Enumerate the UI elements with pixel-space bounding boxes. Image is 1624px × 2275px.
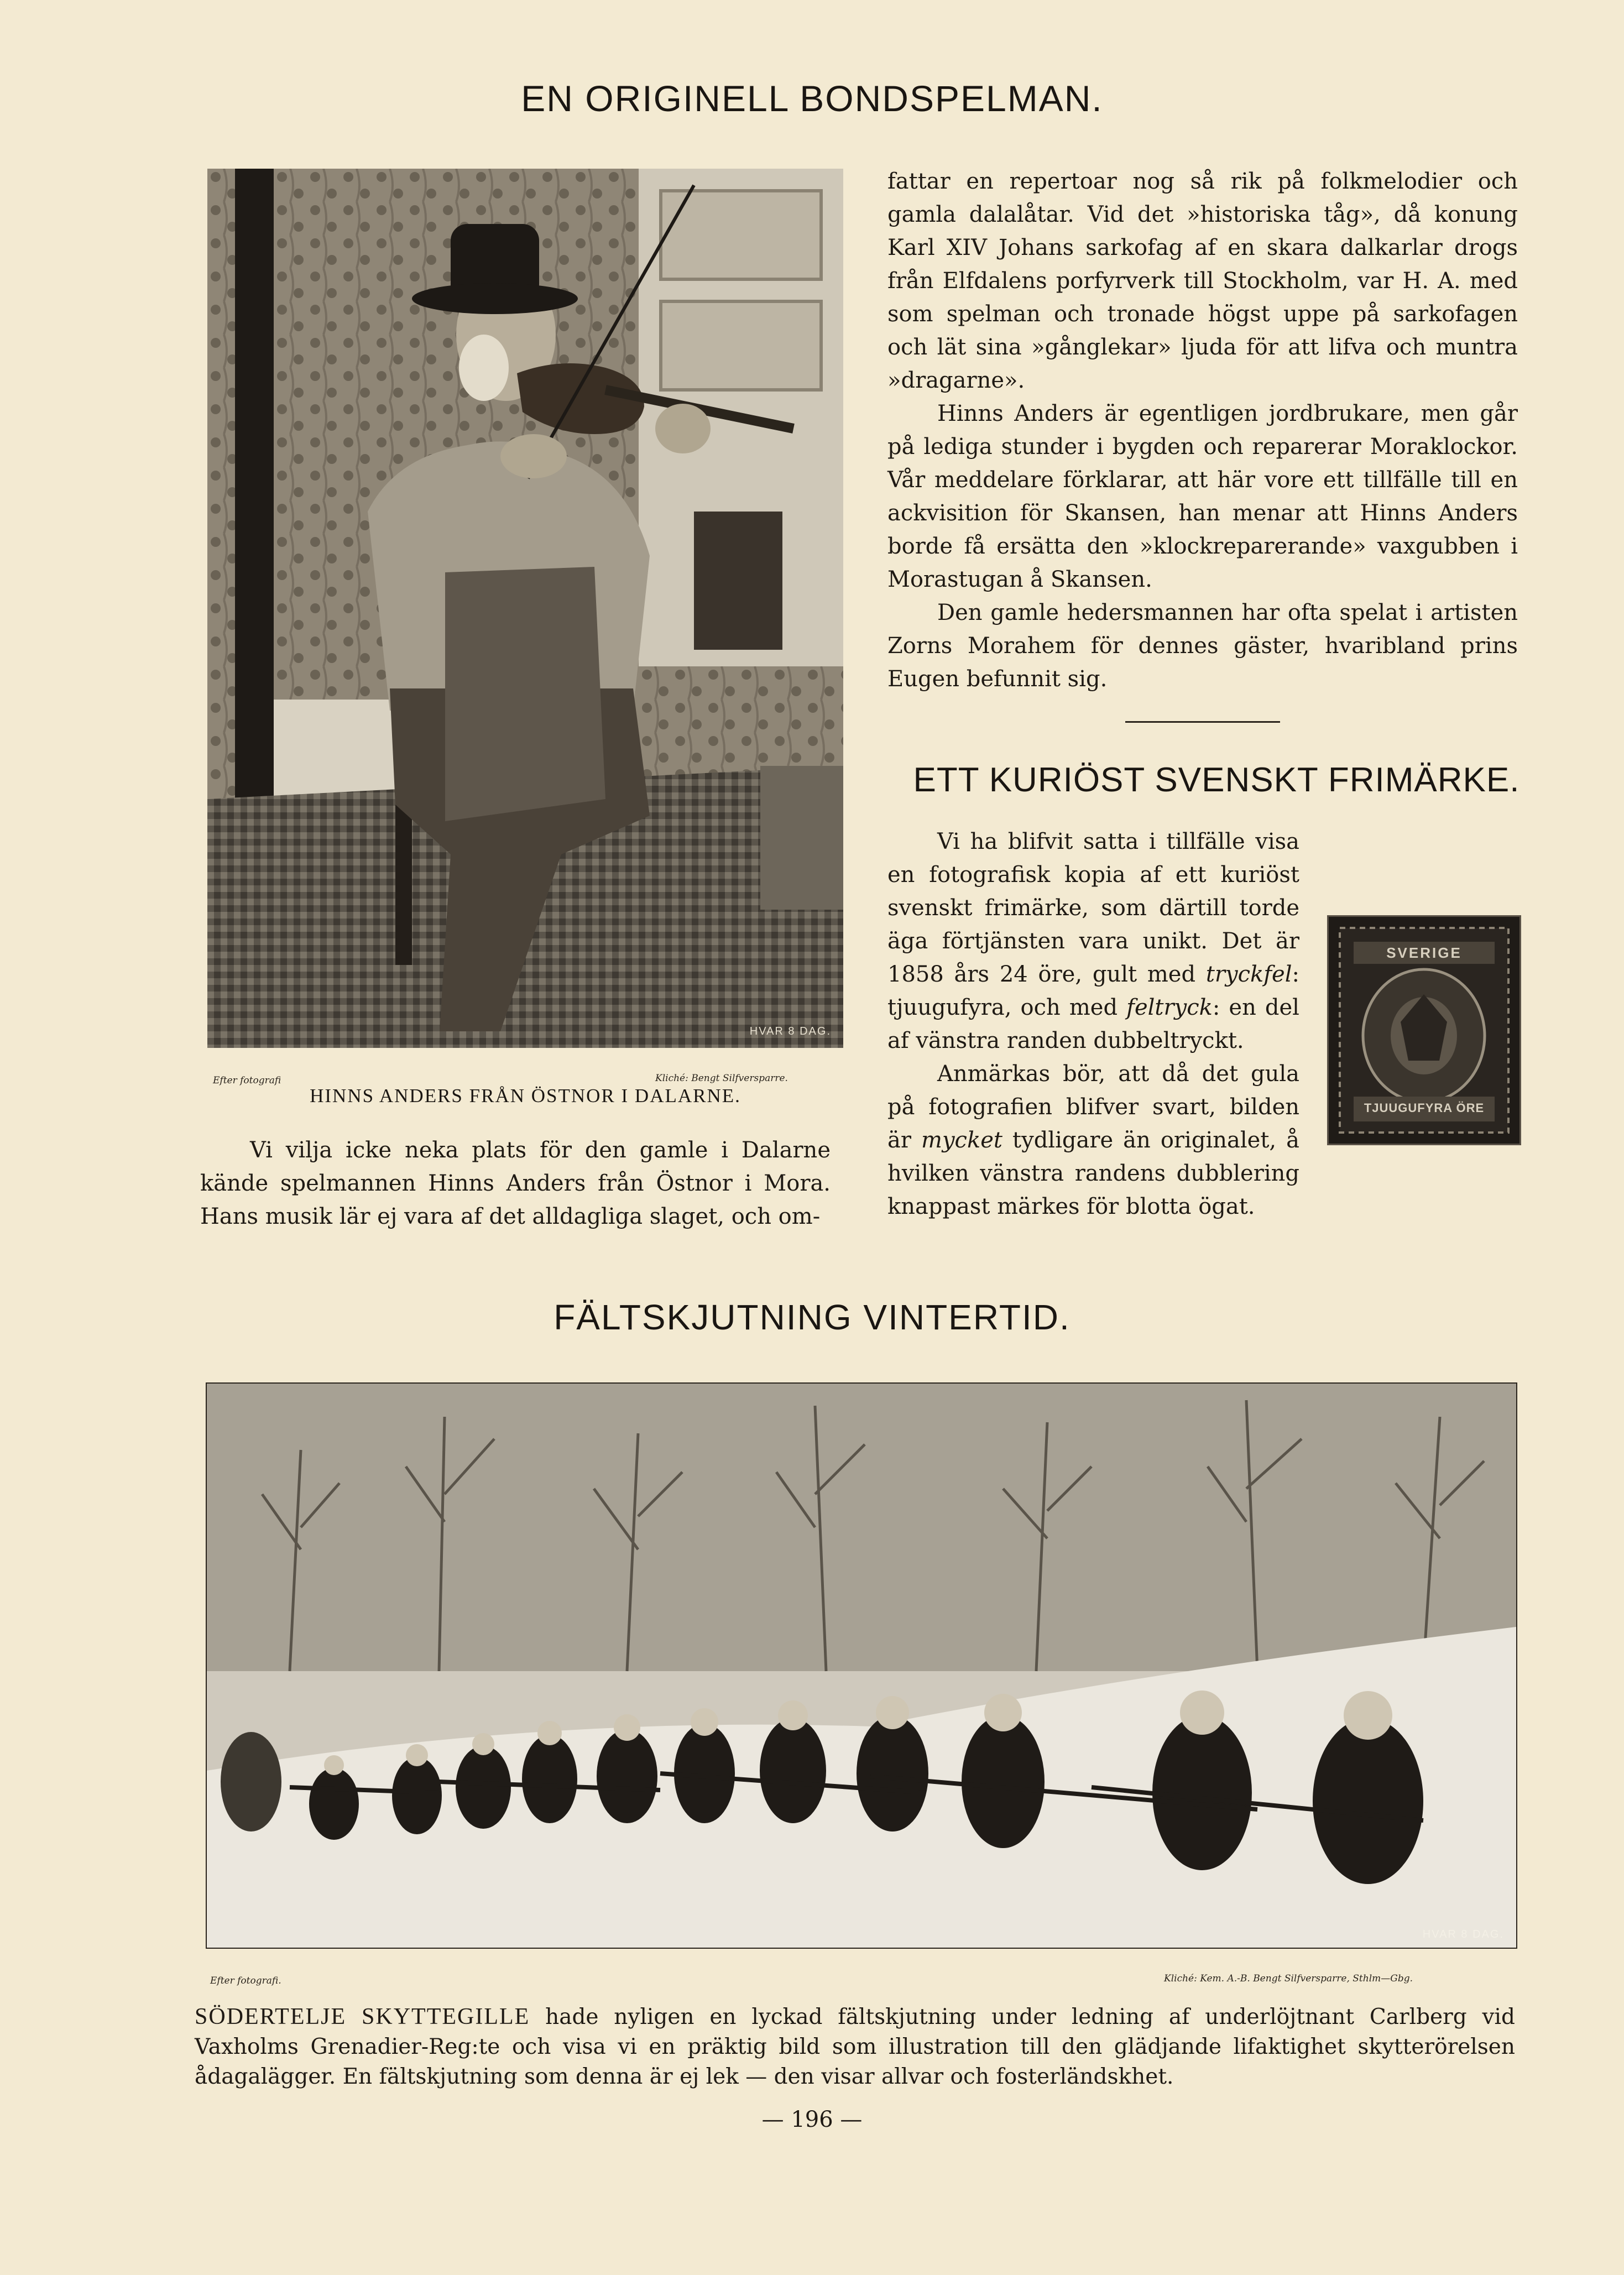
article2-p1-text-c: : en del af vänstra randen dubbeltryckt. <box>887 995 1299 1053</box>
fiddler-photo <box>207 169 843 1048</box>
page-number: — 196 — <box>761 2107 863 2132</box>
article3-body: hade nyligen en lyckad fältskjutning under ledning af underlöjtnant Carlberg vid Vaxholms Grenadier-Reg:te och visa vi en präktig bild som illustration till den glädjande lifaktighet skytterörelsen ådagalägger. En fältskjutning som denna är ej lek — den visar allvar och fosterländskhet. <box>195 2005 1515 2089</box>
winter-credit-right: Kliché: Kem. A.-B. Bengt Silfversparre, Sthlm—Gbg. <box>1164 1973 1413 1984</box>
photo-watermark: HVAR 8 DAG. <box>749 1025 831 1037</box>
photo-credit-right: Kliché: Bengt Silfversparre. <box>655 1073 788 1084</box>
article2-mycket: mycket <box>921 1128 1002 1153</box>
article2-text-narrow <box>887 825 1299 1057</box>
winter-credit-left: Efter fotografi. <box>210 1975 281 1986</box>
photo-caption-hinns-anders: HINNS ANDERS FRÅN ÖSTNOR I DALARNE. <box>310 1085 741 1107</box>
article-title-faltskjutning: FÄLTSKJUTNING VINTERTID. <box>553 1297 1071 1337</box>
winter-photo-illustration <box>207 1384 1516 1948</box>
article1-left-paragraph: Vi vilja icke neka plats för den gamle i Dalarne kände spelmannen Hinns Anders från Östnor i Mora. Hans musik lär ej vara af det alldagliga slaget, och om- <box>200 1138 831 1229</box>
section-divider <box>1125 721 1280 723</box>
article2-text-wide <box>887 1057 1518 1223</box>
article2-paragraph-1 <box>887 825 1299 1057</box>
article2-p1-text: Vi ha blifvit satta i tillfälle visa en fotografisk kopia af ett kuriöst svenskt frimärke, som därtill torde äga förtjänsten vara unikt. Det är 1858 års 24 öre, gult med <box>887 829 1299 987</box>
article2-tryckfel: tryckfel <box>1205 962 1292 987</box>
winter-photo-watermark: HVAR 8 DAG. <box>1422 1928 1504 1940</box>
article-title-frimarke: ETT KURIÖST SVENSKT FRIMÄRKE. <box>913 761 1520 799</box>
article1-paragraph-2: Hinns Anders är egentligen jordbrukare, men går på lediga stunder i bygden och reparerar Moraklockor. Vår meddelare förklarar, att här vore ett tillfälle till en ackvisition för Skansen, han menar att Hinns Anders borde få ersätta den »klockreparerande» vaxgubben i Morastugan å Skansen. <box>887 401 1518 592</box>
article2-p1-text-b: : tjuugufyra, och med <box>887 962 1299 1020</box>
article2-feltryck: feltryck <box>1126 995 1213 1020</box>
article1-right-column <box>887 165 1518 696</box>
article2-paragraph-2 <box>887 1057 1299 1223</box>
article2-p2-text: Anmärkas bör, att då det gula på fotografien blifver svart, bilden är <box>887 1061 1299 1153</box>
winter-shooting-photo <box>206 1382 1517 1949</box>
article1-paragraph-1: fattar en repertoar nog så rik på folkmelodier och gamla dalalåtar. Vid det »historiska tåg», då konung Karl XIV Johans sarkofag af en skara dalkarlar drogs från Elfdalens porfyrverk till Stockholm, var H. A. med som spelman och tronade högst uppe på sarkofagen och lät sina »gånglekar» ljuda för att lifva och muntra »dragarne». <box>887 169 1518 393</box>
fiddler-photo-illustration <box>207 169 843 1048</box>
article2-p2-text-b: tydligare än originalet, å hvilken vänstra randens dubblering knappast märkes för blotta ögat. <box>887 1128 1300 1219</box>
stamp-bottom-text: TJUUGUFYRA ÖRE <box>1364 1101 1485 1115</box>
article-title-bondspelman: EN ORIGINELL BONDSPELMAN. <box>521 78 1103 119</box>
article3-lead: SÖDERTELJE SKYTTEGILLE <box>195 2004 530 2029</box>
photo-credit-left: Efter fotografi <box>213 1075 281 1086</box>
article1-left-column <box>200 1134 831 1233</box>
article1-paragraph-3: Den gamle hedersmannen har ofta spelat i artisten Zorns Morahem för dennes gäster, hvaribland prins Eugen befunnit sig. <box>887 600 1518 692</box>
stamp-top-text: SVERIGE <box>1386 945 1462 961</box>
article3-text <box>195 2002 1515 2092</box>
